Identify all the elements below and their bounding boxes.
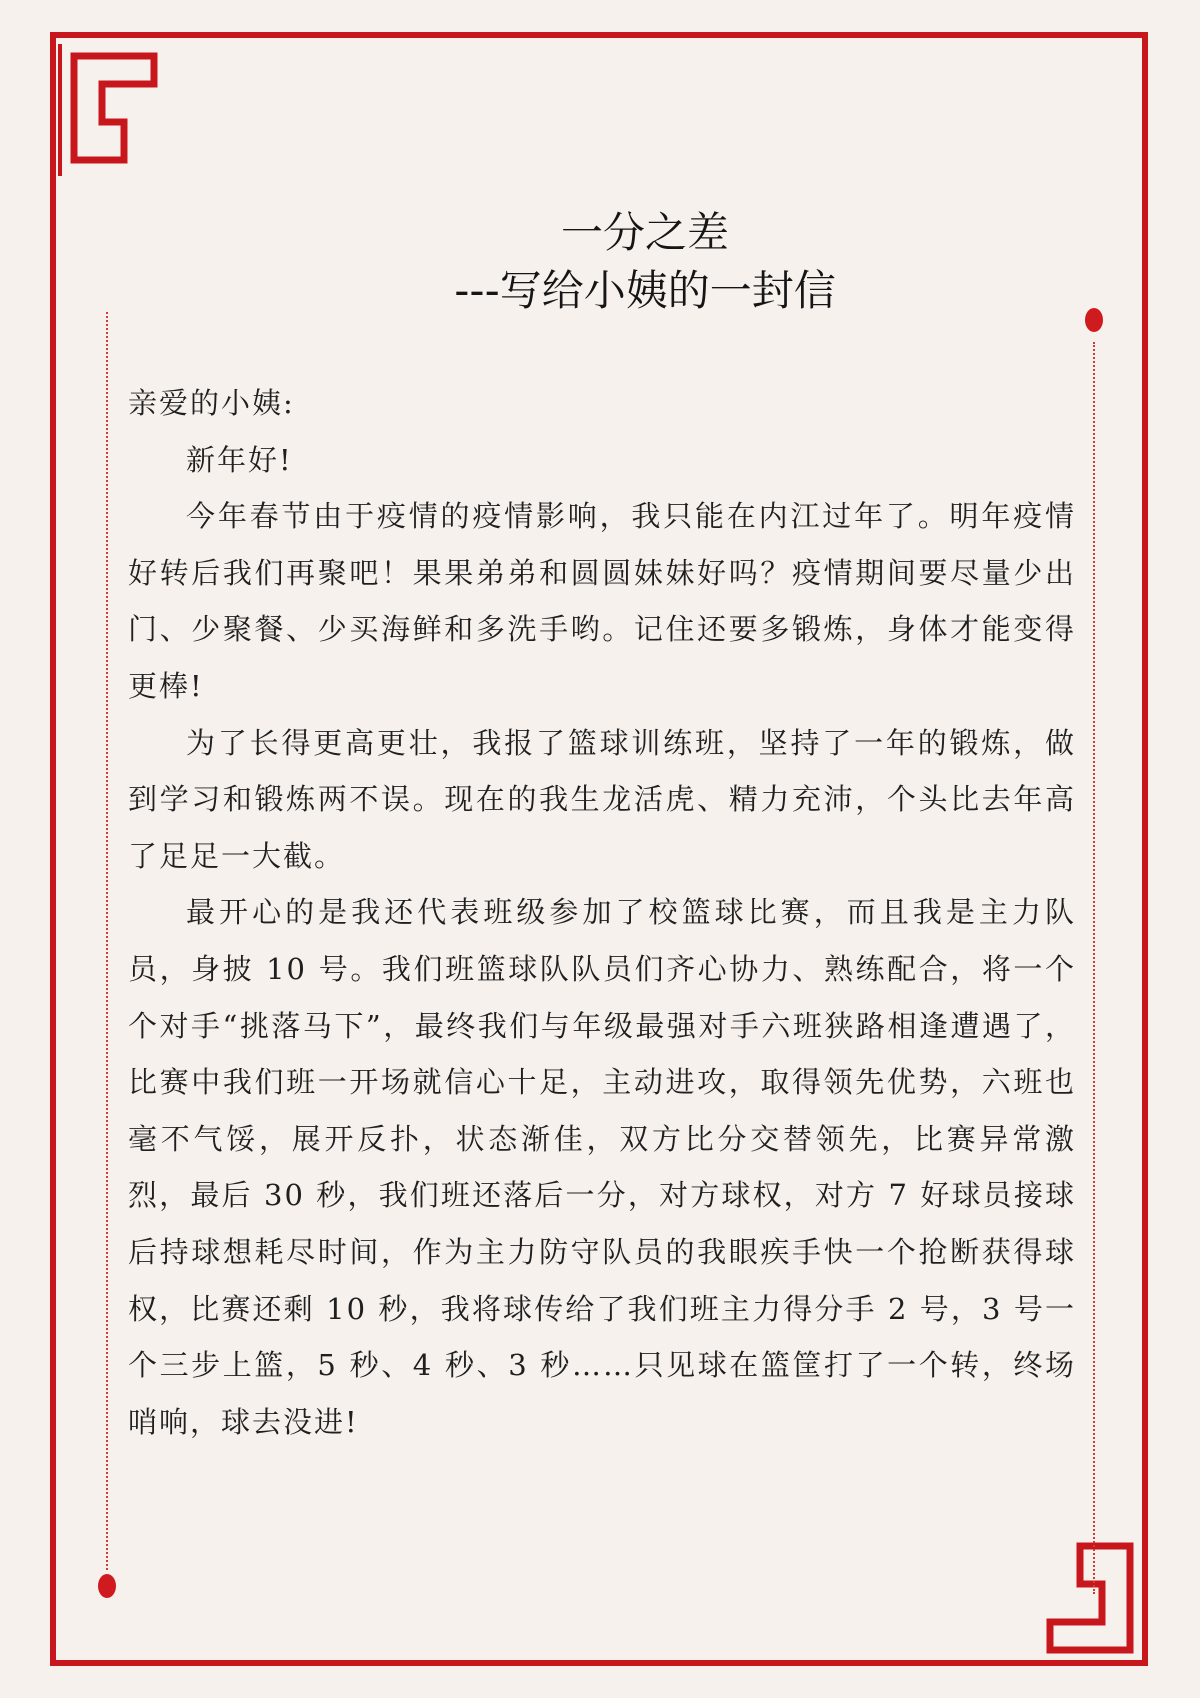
letter-title: 一分之差 [560, 208, 729, 257]
letter-subtitle: ---写给小姨的一封信 [454, 266, 836, 315]
corner-ornament-top-left [44, 26, 164, 176]
paragraph-greeting: 新年好! [186, 442, 293, 477]
paragraph-3: 最开心的是我还代表班级参加了校篮球比赛，而且我是主力队员，身披 10 号。我们班篮球队队员们齐心协力、熟练配合，将一个个对手“挑落马下”，最终我们与年级最强对手六班狭路相逢遭遇了，比赛中我们班一开场就信心十足，主动进攻，取得领先优势，六班也毫不气馁，展开反扑，状态渐佳，双方比分交替领先，比赛异常激烈，最后 30 秒，我们班还落后一分，对方球权，对方 7 好球员接球后持球想耗尽时间，作为主力防守队员的我眼疾手快一个抢断获得球权，比赛还剩 10 秒，我将球传给了我们班主力得分手 2 号，3 号一个三步上篮，5 秒、4 秒、3 秒……只见球在篮筐打了一个转，终场哨响，球去没进! [128, 895, 1076, 1439]
left-dotted-line [106, 312, 108, 1570]
corner-ornament-bottom-right [1040, 1530, 1160, 1680]
salutation: 亲爱的小姨: [128, 386, 295, 420]
letter-body [128, 375, 1076, 1450]
right-dotted-line [1093, 342, 1095, 1594]
left-red-dot [98, 1574, 116, 1598]
paragraph-2: 为了长得更高更壮，我报了篮球训练班，坚持了一年的锻炼，做到学习和锻炼两不误。现在的我生龙活虎、精力充沛，个头比去年高了足足一大截。 [128, 725, 1076, 873]
paragraph-1: 今年春节由于疫情的疫情影响，我只能在内江过年了。明年疫情好转后我们再聚吧！果果弟弟和圆圆妹妹好吗？疫情期间要尽量少出门、少聚餐、少买海鲜和多洗手哟。记住还要多锻炼，身体才能变得更棒! [128, 499, 1076, 703]
